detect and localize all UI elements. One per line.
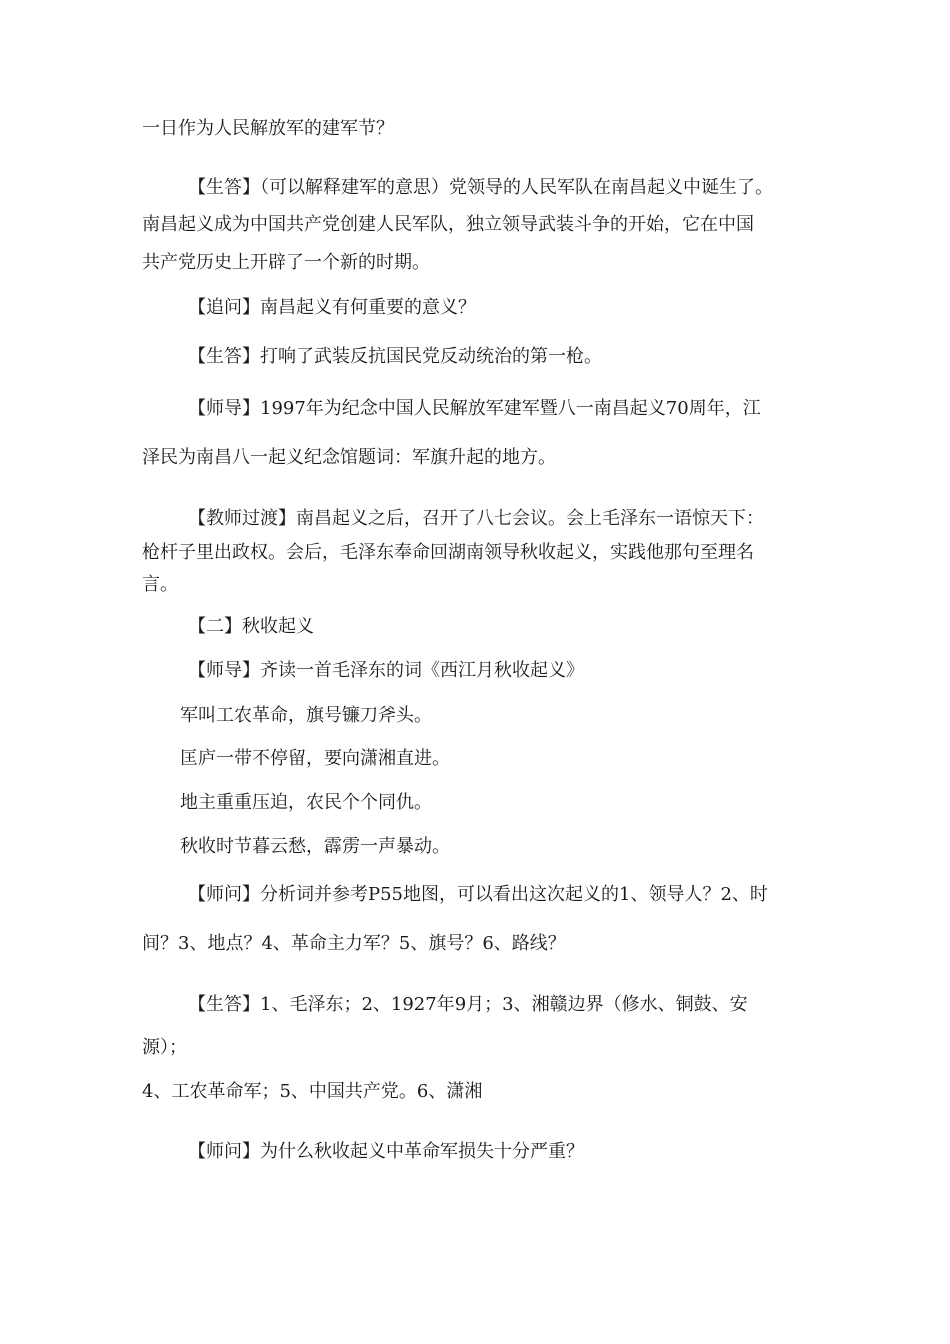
text-line: 【教师过渡】南昌起义之后，召开了八七会议。会上毛泽东一语惊天下： xyxy=(188,508,764,529)
text-line: 枪杆子里出政权。会后，毛泽东奉命回湖南领导秋收起义，实践他那句至理名 xyxy=(142,542,754,563)
text-line: 4、工农革命军；5、中国共产党。6、潇湘 xyxy=(142,1081,483,1102)
text-line: 言。 xyxy=(142,574,178,595)
poem-line: 军叫工农革命，旗号镰刀斧头。 xyxy=(180,705,432,726)
text-line: 南昌起义成为中国共产党创建人民军队，独立领导武装斗争的开始，它在中国 xyxy=(142,214,754,235)
text-line: 间？3、地点？4、革命主力军？5、旗号？6、路线？ xyxy=(142,933,566,954)
text-line: 【师导】齐读一首毛泽东的词《西江月秋收起义》 xyxy=(188,660,584,681)
text-line: 【师问】为什么秋收起义中革命军损失十分严重？ xyxy=(188,1141,584,1162)
poem-line: 秋收时节暮云愁，霹雳一声暴动。 xyxy=(180,836,450,857)
text-line: 【生答】打响了武装反抗国民党反动统治的第一枪。 xyxy=(188,346,602,367)
text-line: 【生答】（可以解释建军的意思）党领导的人民军队在南昌起义中诞生了。 xyxy=(188,177,773,198)
poem-line: 地主重重压迫，农民个个同仇。 xyxy=(180,792,432,813)
text-line: 【师导】1997年为纪念中国人民解放军建军暨八一南昌起义70周年，江 xyxy=(188,398,761,419)
section-heading: 【二】秋收起义 xyxy=(188,616,314,637)
text-line: 共产党历史上开辟了一个新的时期。 xyxy=(142,252,430,273)
text-line: 【生答】1、毛泽东；2、1927年9月；3、湘赣边界（修水、铜鼓、安 xyxy=(188,994,748,1015)
poem-line: 匡庐一带不停留，要向潇湘直进。 xyxy=(180,748,450,769)
text-line: 【追问】南昌起义有何重要的意义？ xyxy=(188,297,476,318)
text-line: 源）； xyxy=(142,1037,187,1058)
text-line: 【师问】分析词并参考P55地图，可以看出这次起义的1、领导人？2、时 xyxy=(188,884,768,905)
text-line: 泽民为南昌八一起义纪念馆题词：军旗升起的地方。 xyxy=(142,447,556,468)
text-line: 一日作为人民解放军的建军节？ xyxy=(142,118,394,139)
